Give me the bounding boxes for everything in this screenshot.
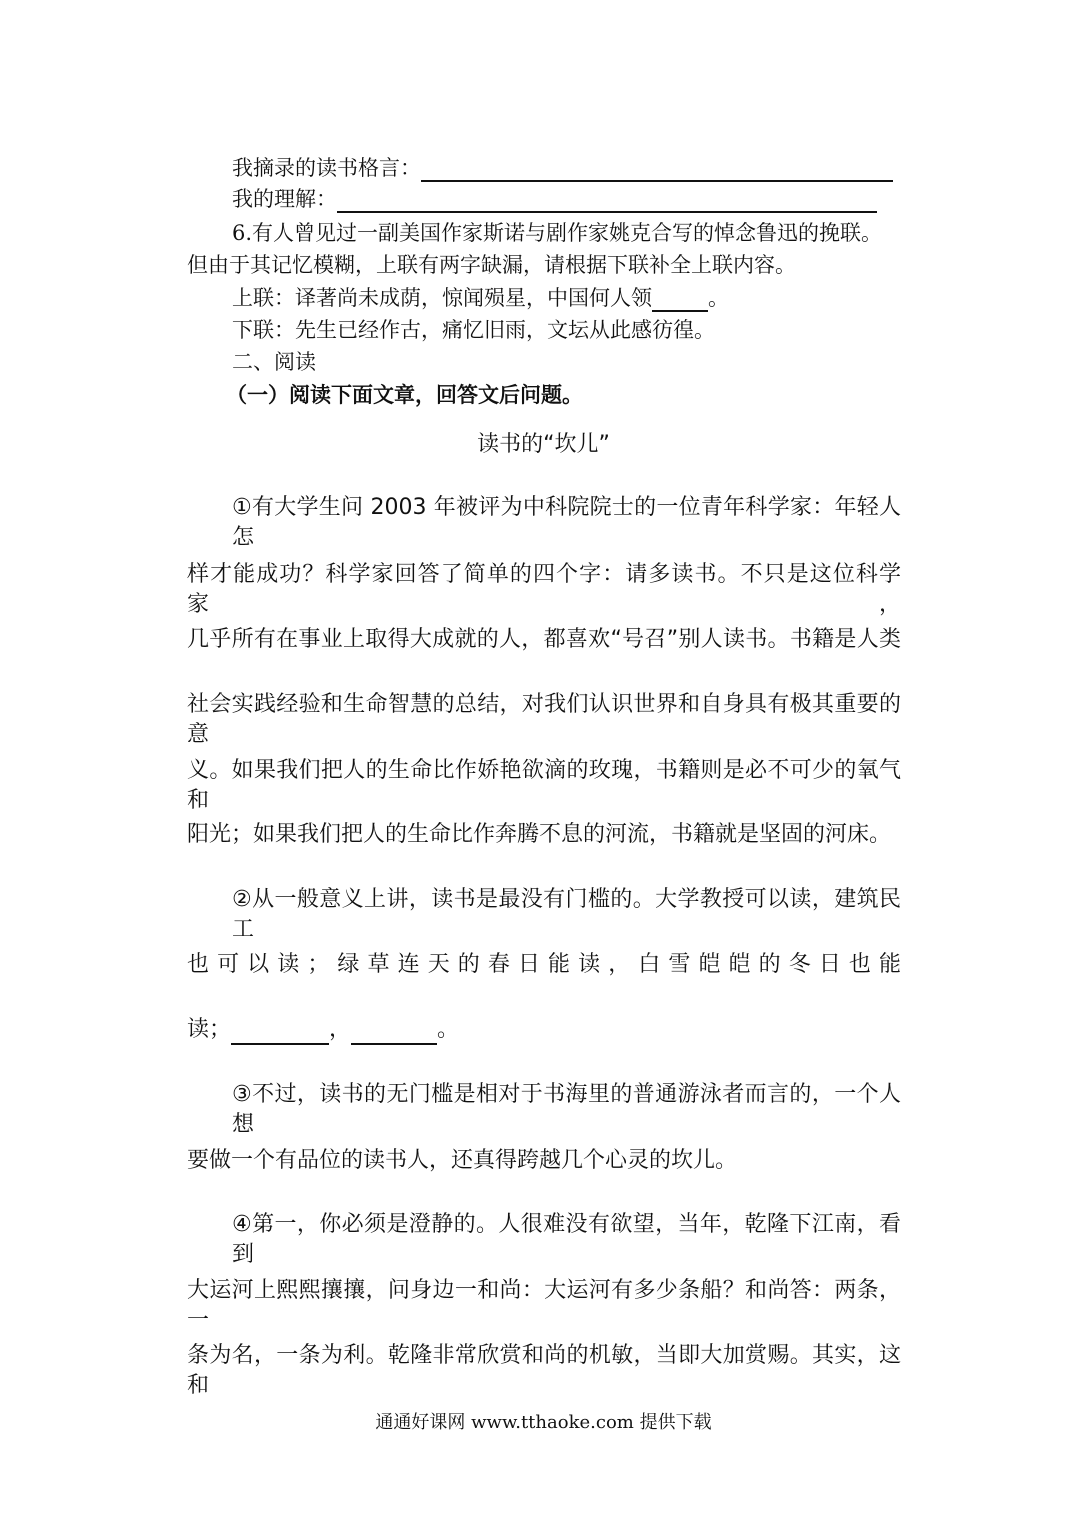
paragraph-1-line-2: 样才能成功？科学家回答了简单的四个字：请多读书。不只是这位科学家， [187, 562, 901, 617]
paragraph-1-line-1: ①有大学生问 2003 年被评为中科院院士的一位青年科学家：年轻人怎 [232, 495, 901, 550]
article-title: 读书的“坎儿” [477, 432, 610, 457]
section-heading: 二、阅读 [232, 350, 316, 374]
paragraph-4-line-2: 大运河上熙熙攘攘，问身边一和尚：大运河有多少条船？和尚答：两条，一 [187, 1278, 901, 1333]
question-6-line-2: 但由于其记忆模糊，上联有两字缺漏，请根据下联补全上联内容。 [187, 253, 796, 277]
quote-answer-blank [421, 158, 893, 182]
upper-couplet-blank [652, 290, 708, 312]
paragraph-1-line-5: 义。如果我们把人的生命比作娇艳欲滴的玫瑰，书籍则是必不可少的氧气和 [187, 758, 901, 813]
paragraph-3-line-1: ③不过，读书的无门槛是相对于书海里的普通游泳者而言的，一个人想 [232, 1082, 901, 1137]
understanding-line [232, 185, 877, 213]
upper-couplet-text: 上联：译著尚未成荫，惊闻殒星，中国何人领 [232, 286, 652, 310]
quote-label: 我摘录的读书格言： [232, 156, 421, 180]
understanding-label: 我的理解： [232, 187, 337, 211]
paragraph-2-last-start: 读； [187, 1017, 232, 1042]
paragraph-4-line-1: ④第一，你必须是澄静的。人很难没有欲望，当年，乾隆下江南，看到 [232, 1212, 901, 1267]
paragraph-2-line-1: ②从一般意义上讲，读书是最没有门槛的。大学教授可以读，建筑民工 [232, 887, 901, 942]
paragraph-2-blank-1 [231, 1021, 329, 1045]
upper-couplet [232, 284, 729, 312]
lower-couplet: 下联：先生已经作古，痛忆旧雨，文坛从此感彷徨。 [232, 318, 715, 342]
paragraph-2-end: 。 [437, 1017, 460, 1042]
paragraph-1-line-6: 阳光；如果我们把人的生命比作奔腾不息的河流，书籍就是坚固的河床。 [187, 822, 892, 847]
paragraph-2-line-3 [187, 1015, 459, 1045]
paragraph-1-line-4: 社会实践经验和生命智慧的总结，对我们认识世界和自身具有极其重要的意 [187, 692, 901, 747]
paragraph-2-blank-2 [351, 1021, 437, 1045]
upper-couplet-end: 。 [708, 286, 729, 310]
paragraph-4-line-3: 条为名，一条为利。乾隆非常欣赏和尚的机敏，当即大加赏赐。其实，这和 [187, 1343, 901, 1398]
understanding-answer-blank [337, 189, 877, 213]
page-footer: 通通好课网 www.tthaoke.com 提供下载 [375, 1412, 712, 1433]
paragraph-2-line-2: 也可以读；绿草连天的春日能读，白雪皑皑的冬日也能 [187, 952, 901, 977]
question-6-line-1: 6.有人曾见过一副美国作家斯诺与剧作家姚克合写的悼念鲁迅的挽联。 [232, 221, 883, 245]
paragraph-3-line-2: 要做一个有品位的读书人，还真得跨越几个心灵的坎儿。 [187, 1148, 738, 1173]
paragraph-2-separator: ， [329, 1017, 352, 1042]
quote-line [232, 154, 893, 182]
subsection-heading: （一）阅读下面文章，回答文后问题。 [226, 383, 583, 407]
paragraph-1-line-3: 几乎所有在事业上取得大成就的人，都喜欢“号召”别人读书。书籍是人类 [187, 627, 901, 652]
